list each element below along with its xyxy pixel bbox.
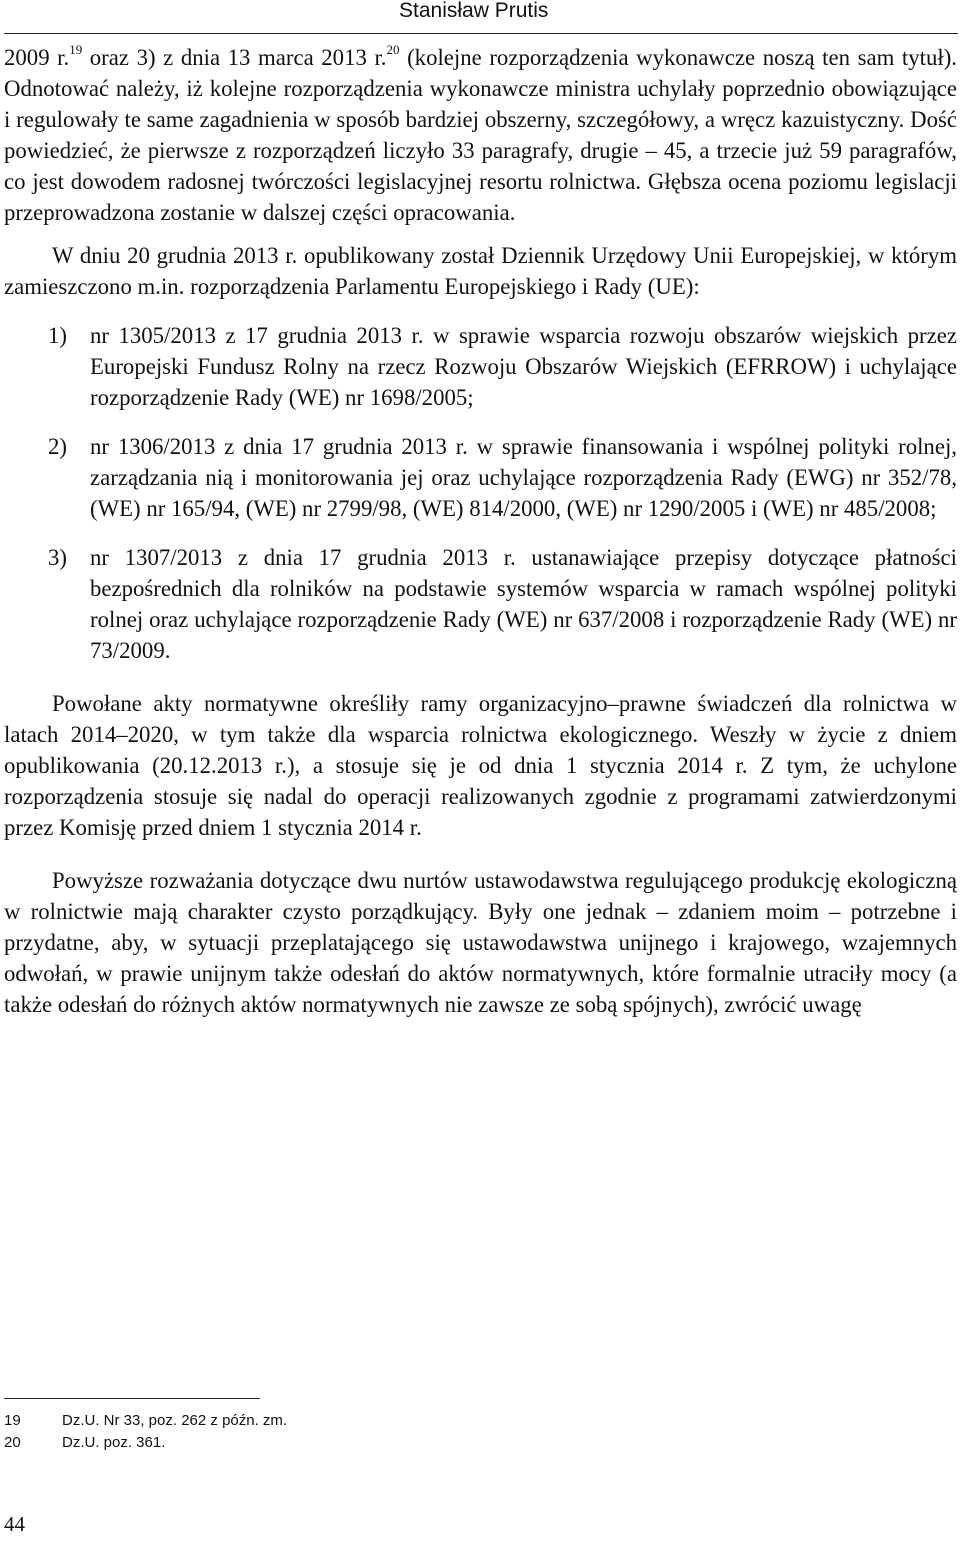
paragraph-1-part-b: oraz 3) z dnia 13 marca 2013 r. [82,45,387,70]
list-item-number: 2) [48,434,67,459]
footnote-number: 19 [4,1412,21,1429]
footnote-number: 20 [4,1434,21,1451]
footnote-rule [4,1398,260,1399]
footnote-text: Dz.U. poz. 361. [62,1434,166,1451]
paragraph-4: Powyższe rozważania dotyczące dwu nurtów ustawodawstwa regulującego produkcję ekologiczną w rolnictwie mają charakter czysto porządkujący. Były one jednak – zdaniem moim – potrzebne i przydatne, aby, w sytuacji przeplatającego się ustawodawstwa unijnego i krajowego, wzajemnych odwołań, w prawie unijnym także odesłań do aktów normatywnych, które formalnie utraciły mocy (a także odesłań do różnych aktów normatywnych nie zawsze ze sobą spójnych), zwrócić uwagę [4,868,957,1017]
footnote [4,1410,904,1432]
main-text [4,42,957,1020]
running-header: Stanisław Prutis [399,0,549,22]
list-item-text: nr 1305/2013 z 17 grudnia 2013 r. w sprawie wsparcia rozwoju obszarów wiejskich przez Europejski Fundusz Rolny na rzecz Rozwoju Obszarów Wiejskich (EFRROW) i uchylające rozporządzenie Rady (WE) nr 1698/2005; [90,323,957,410]
list-item-text: nr 1307/2013 z dnia 17 grudnia 2013 r. ustanawiające przepisy dotyczące płatności bezpośrednich dla rolników na podstawie systemów wsparcia w ramach wspólnej polityki rolnej oraz uchylające rozporządzenie Rady (WE) nr 637/2008 i rozporządzenie Rady (WE) nr 73/2009. [90,545,957,663]
paragraph-3: Powołane akty normatywne określiły ramy organizacyjno–prawne świadczeń dla rolnictwa w latach 2014–2020, w tym także dla wsparcia rolnictwa ekologicznego. Weszły w życie z dniem opublikowania (20.12.2013 r.), a stosuje się je od dnia 1 stycznia 2014 r. Z tym, że uchylone rozporządzenia stosuje się nadal do operacji realizowanych zgodnie z programami zatwierdzonymi przez Komisję przed dniem 1 stycznia 2014 r. [4,691,957,840]
footnote-ref-20: 20 [386,42,400,58]
list-item [4,320,957,413]
footnote-ref-19: 19 [69,42,83,58]
list-item-text: nr 1306/2013 z dnia 17 grudnia 2013 r. w sprawie finansowania i wspólnej polityki rolnej, zarządzania nią i monitorowania jej oraz uchylające rozporządzenia Rady (EWG) nr 352/78, (WE) nr 165/94, (WE) nr 2799/98, (WE) 814/2000, (WE) nr 1290/2005 i (WE) nr 485/2008; [90,434,957,521]
footnote-text: Dz.U. Nr 33, poz. 262 z późn. zm. [62,1412,288,1429]
footnote [4,1432,904,1454]
list-item [4,542,957,666]
footnotes [4,1410,904,1454]
paragraph-1 [4,42,957,228]
header-rule [4,33,958,34]
paragraph-1-part-c: (kolejne rozporządzenia wykonawcze noszą ten sam tytuł). Odnotować należy, iż kolejne rozporządzenia wykonawcze ministra uchylały poprzednio obowiązujące i regulowały te same zagadnienia w sposób bardziej obszerny, szczegółowy, a wręcz kazuistyczny. Dość powiedzieć, że pierwsze z rozporządzeń liczyło 33 paragrafy, drugie – 45, a trzecie już 59 paragrafów, co jest dowodem radosnej twórczości legislacyjnej resortu rolnictwa. Głębsza ocena poziomu legislacji przeprowadzona zostanie w dalszej części opracowania. [4,45,957,225]
paragraph-1-part-a: 2009 r. [4,45,70,70]
list-item [4,431,957,524]
list-item-number: 3) [48,545,67,570]
page-number: 44 [4,1512,25,1536]
paragraph-2: W dniu 20 grudnia 2013 r. opublikowany został Dziennik Urzędowy Unii Europejskiej, w którym zamieszczono m.in. rozporządzenia Parlamentu Europejskiego i Rady (UE): [4,243,957,299]
list-item-number: 1) [48,323,67,348]
